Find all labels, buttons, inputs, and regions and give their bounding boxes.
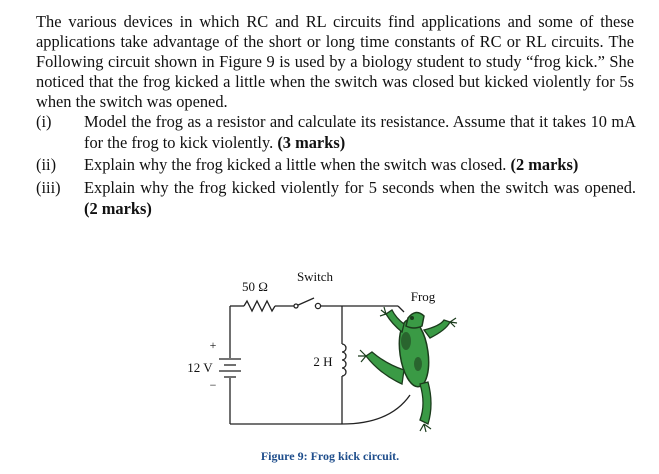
question-number: (ii)	[36, 155, 57, 174]
inductor-coil	[342, 344, 346, 376]
inductor-label: 2 H	[313, 354, 333, 369]
frog-left-arm	[386, 310, 404, 332]
question-text: Explain why the frog kicked a little when the switch was closed. (2 marks)	[84, 155, 579, 174]
frog-label: Frog	[410, 289, 436, 304]
minus-sign: −	[209, 378, 217, 392]
frog-head	[406, 312, 424, 328]
question-marks: (2 marks)	[510, 155, 579, 174]
source-label: 12 V	[187, 360, 213, 375]
intro-paragraph: The various devices in which RC and RL circuits find applications and some of these applications take advantage of the short or long time constants of RC or RL circuits. The Following circuit shown in Figure 9 is used by a biology student to study “frog kick.” She noticed that the frog kicked a little when the switch was closed but kicked violently for 5s when the switch was opened.	[36, 12, 634, 111]
switch-blade	[296, 298, 314, 306]
frog-right-arm	[424, 320, 450, 338]
frog-spot	[414, 357, 422, 371]
switch-pivot	[294, 304, 298, 308]
frog-right-foot	[420, 424, 431, 432]
frog-left-foot	[358, 350, 366, 362]
question-marks: (3 marks)	[277, 132, 346, 152]
resistor	[244, 301, 275, 311]
wire-to-frog-leg	[342, 395, 410, 424]
frog-right-hand	[450, 318, 457, 327]
resistor-label: 50 Ω	[242, 279, 268, 294]
question-text: Model the frog as a resistor and calculate its resistance. Assume that it takes 10 mA for the frog to kick violently. (3 marks)	[84, 112, 636, 152]
figure-caption: Figure 9: Frog kick circuit.	[260, 449, 400, 463]
frog-eye	[410, 316, 414, 320]
plus-sign: +	[209, 338, 217, 352]
frog-left-leg	[366, 352, 404, 384]
switch-label: Switch	[296, 269, 334, 284]
frog-left-hand	[380, 307, 386, 316]
frog-spot	[401, 332, 411, 350]
question-number: (i)	[36, 112, 52, 131]
question-marks: (2 marks)	[84, 198, 152, 218]
question-text: Explain why the frog kicked violently for 5 seconds when the switch was opened. (2 marks)	[84, 178, 636, 218]
frog-probe-wire	[398, 306, 404, 312]
frog-illustration	[358, 306, 457, 432]
frog-right-leg	[420, 382, 431, 424]
question-number: (iii)	[36, 178, 61, 197]
switch-contact	[315, 303, 320, 308]
